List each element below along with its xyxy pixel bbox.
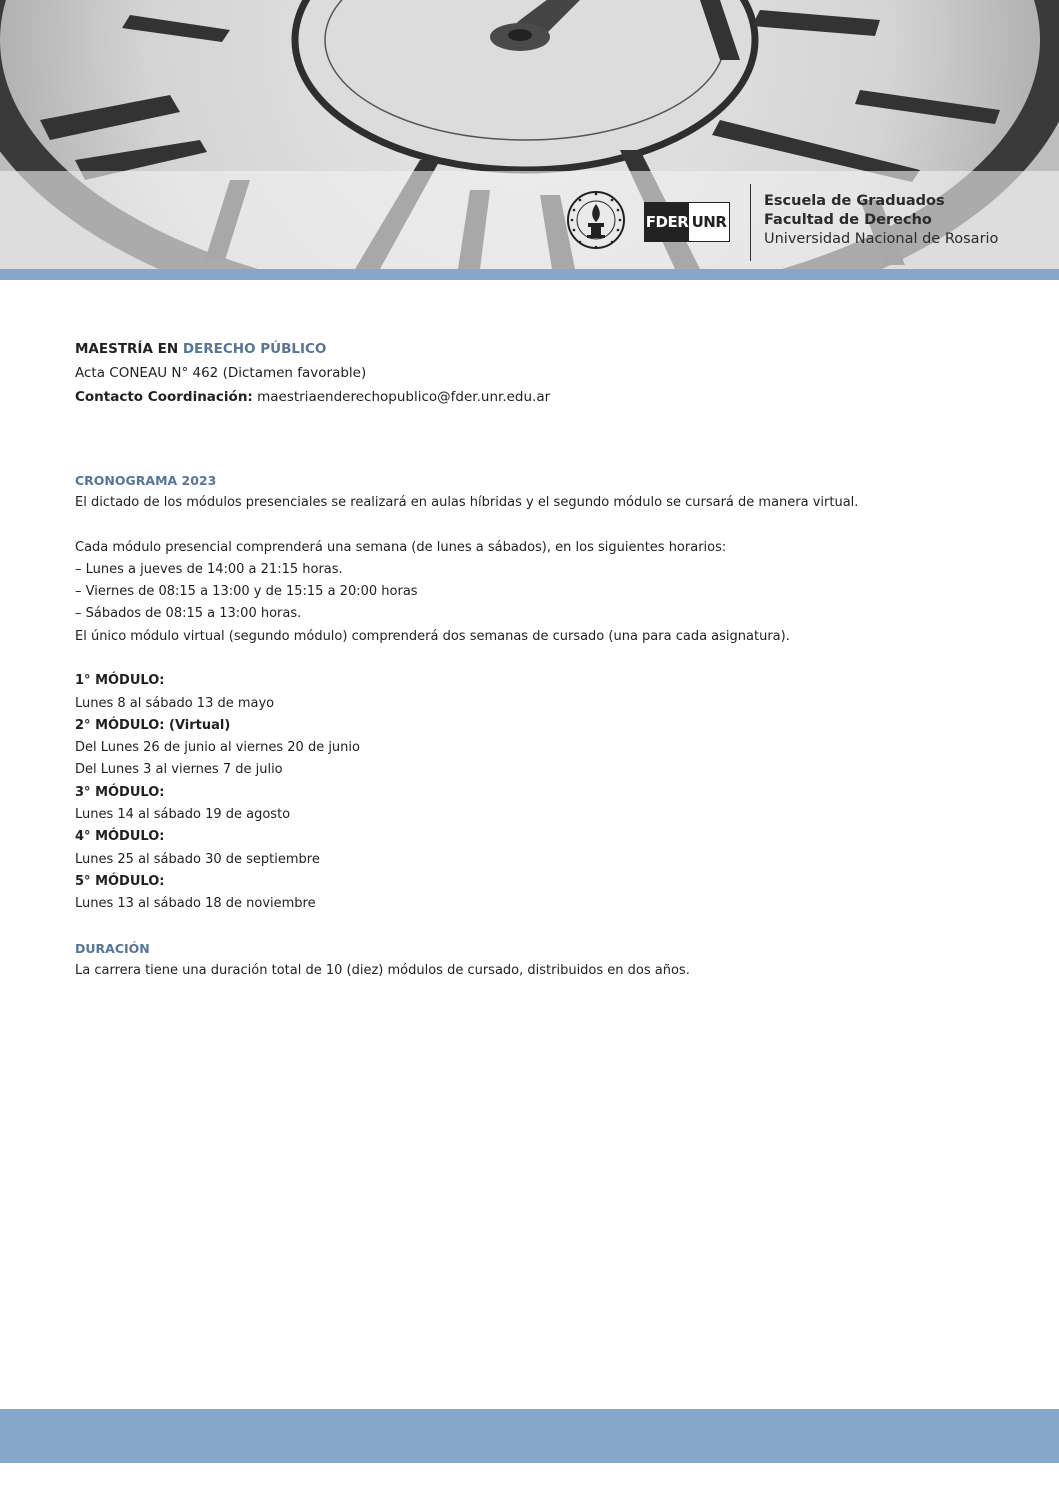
- module-dates: Lunes 25 al sábado 30 de septiembre: [75, 852, 320, 867]
- header-accent-bar: [0, 269, 1059, 280]
- footer-accent-bar: [0, 1409, 1059, 1463]
- cronograma-heading: CRONOGRAMA 2023: [75, 473, 217, 488]
- institution-line-1: Escuela de Graduados: [764, 193, 945, 209]
- schedule-item: – Viernes de 08:15 a 13:00 y de 15:15 a 20:00 horas: [75, 584, 418, 599]
- module-dates: Del Lunes 3 al viernes 7 de julio: [75, 762, 283, 777]
- contact-label: Contacto Coordinación:: [75, 389, 253, 405]
- logo-unr-text: UNR: [689, 203, 729, 241]
- module-dates: Del Lunes 26 de junio al viernes 20 de junio: [75, 740, 360, 755]
- contact-email[interactable]: maestriaenderechopublico@fder.unr.edu.ar: [257, 389, 551, 405]
- module-title: 3° MÓDULO:: [75, 785, 165, 800]
- institution-line-2: Facultad de Derecho: [764, 212, 932, 228]
- virtual-note: El único módulo virtual (segundo módulo) comprenderá dos semanas de cursado (una para cada asignatura).: [75, 629, 790, 644]
- module-dates: Lunes 8 al sábado 13 de mayo: [75, 696, 275, 711]
- program-title-prefix: MAESTRÍA EN: [75, 341, 179, 357]
- schedule-item: – Sábados de 08:15 a 13:00 horas.: [75, 606, 302, 621]
- schedule-intro: Cada módulo presencial comprenderá una semana (de lunes a sábados), en los siguientes horarios:: [75, 540, 727, 555]
- module-title: 1° MÓDULO:: [75, 673, 165, 688]
- header-banner: [0, 0, 1059, 269]
- module-title: 2° MÓDULO: (Virtual): [75, 718, 231, 733]
- module-title: 4° MÓDULO:: [75, 829, 165, 844]
- program-acta: Acta CONEAU N° 462 (Dictamen favorable): [75, 365, 367, 381]
- program-title: [75, 341, 326, 357]
- module-dates: Lunes 13 al sábado 18 de noviembre: [75, 896, 316, 911]
- university-seal-icon: [566, 188, 626, 254]
- program-title-highlight: DERECHO PÚBLICO: [182, 341, 327, 357]
- institution-block: [764, 192, 998, 249]
- logo-fder-text: FDER: [645, 203, 689, 241]
- program-contact: [75, 389, 550, 405]
- schedule-item: – Lunes a jueves de 14:00 a 21:15 horas.: [75, 562, 343, 577]
- institution-line-3: Universidad Nacional de Rosario: [764, 231, 999, 247]
- module-dates: Lunes 14 al sábado 19 de agosto: [75, 807, 291, 822]
- module-title: 5° MÓDULO:: [75, 874, 165, 889]
- header-divider: [750, 184, 751, 261]
- cronograma-intro: El dictado de los módulos presenciales se realizará en aulas híbridas y el segundo módulo se cursará de manera virtual.: [75, 495, 859, 510]
- duracion-heading: DURACIÓN: [75, 941, 150, 956]
- fder-unr-logo: [644, 202, 730, 242]
- duracion-text: La carrera tiene una duración total de 10 (diez) módulos de cursado, distribuidos en dos años.: [75, 963, 690, 978]
